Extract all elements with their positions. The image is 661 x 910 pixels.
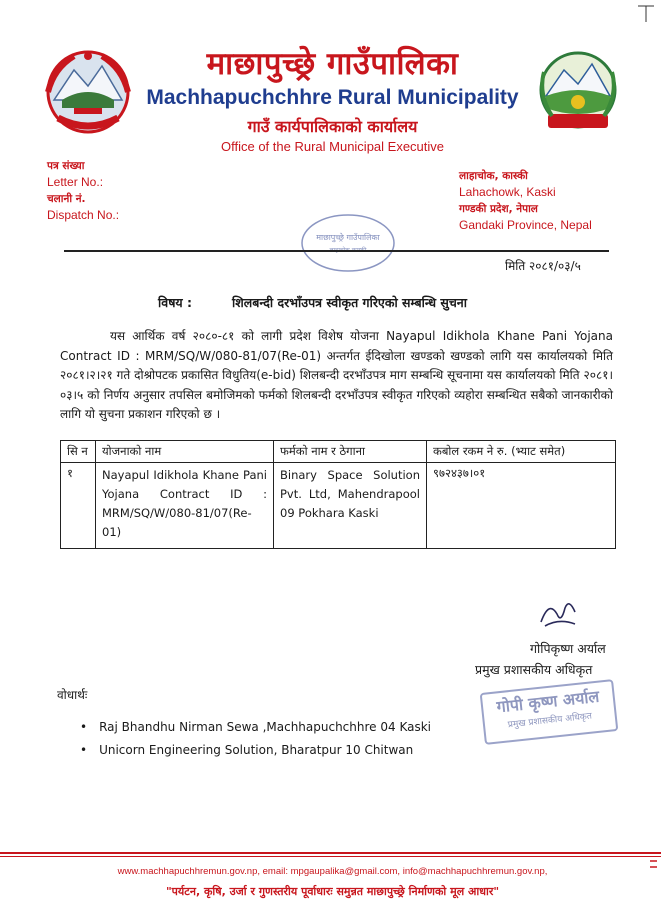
edge-mark xyxy=(648,855,658,875)
signature-scribble xyxy=(535,596,581,632)
signatory-title: प्रमुख प्रशासकीय अधिकृत xyxy=(475,662,593,677)
address-block xyxy=(459,167,592,233)
office-rubber-stamp xyxy=(298,212,398,274)
table-header-row xyxy=(61,441,616,463)
footer-divider-thick xyxy=(0,852,661,854)
address-line2-nepali: गण्डकी प्रदेश, नेपाल xyxy=(459,203,538,215)
signatory-name: गोपिकृष्ण अर्याल xyxy=(530,641,606,656)
table-row xyxy=(61,463,616,549)
subject-label: विषय : xyxy=(158,295,193,310)
office-title-nepali: गाउँ कार्यपालिकाको कार्यालय xyxy=(247,117,418,136)
header-project: योजनाको नाम xyxy=(96,441,274,463)
letter-no-english: Letter No.: xyxy=(47,175,104,189)
footer-contact: www.machhapuchhremun.gov.np, email: mpgaupalika@gmail.com, info@machhapuchhremun.gov.np, xyxy=(117,866,548,877)
address-line1-nepali: लाहाचोक, कास्की xyxy=(459,170,528,182)
address-line2-english: Gandaki Province, Nepal xyxy=(459,218,592,232)
letter-number-block xyxy=(47,157,119,223)
list-item: • Raj Bhandhu Nirman Sewa ,Machhapuchchhre 04 Kaski xyxy=(80,716,431,739)
header-firm: फर्मको नाम र ठेगाना xyxy=(274,441,427,463)
notice-body: यस आर्थिक वर्ष २०८०-८१ को लागी प्रदेश विशेष योजना Nayapul Idikhola Khane Pani Yojana Contract ID : MRM/SQ/W/080-81/07(Re-01) अन्तर्गत ईदिखोला खण्डको खण्डको लागि यस कार्यालयको मिति २०८१।२।२१ गते दोश्रोपटक प्रकासित विधुतिय(e-bid) शिलबन्दी दरभाँउपत्र माग सम्बन्धि सूचनामा यस कार्यालयको मिति २०८१।०३।५ को निर्णय अनुसार तपसिल बमोजिमको फर्मको शिलबन्दी दरभाँउपत्र स्वीकृत गरिएको व्यहोरा सम्बन्धित सबैको जानकारीको लागि यो सुचना प्रकाशन गरिएको छ । xyxy=(60,329,613,421)
nepal-emblem-logo xyxy=(44,48,132,138)
cell-serial: १ xyxy=(61,463,96,549)
cc-label: वोधार्थः xyxy=(57,688,88,702)
name-stamp xyxy=(480,679,619,745)
address-line1-english: Lahachowk, Kaski xyxy=(459,185,556,199)
header-serial: सि न xyxy=(61,441,96,463)
name-stamp-text: गोपी कृष्ण अर्याल xyxy=(495,686,601,717)
corner-crop-mark xyxy=(636,2,656,22)
letter-date: मिति २०८१/०३/५ xyxy=(505,259,581,273)
office-title-english: Office of the Rural Municipal Executive xyxy=(220,139,445,154)
subject-text: शिलबन्दी दरभाँउपत्र स्वीकृत गरिएको सम्बन्धि सुचना xyxy=(232,295,467,310)
cell-project: Nayapul Idikhola Khane Pani Yojana Contract ID : MRM/SQ/W/080-81/07(Re-01) xyxy=(96,463,274,549)
cc-list xyxy=(80,716,431,762)
cell-amount: ९७२४३७।०१ xyxy=(427,463,616,549)
letter-no-nepali: पत्र संख्या xyxy=(47,160,85,172)
footer-divider-thin xyxy=(0,856,661,857)
header-divider xyxy=(64,250,609,252)
header-amount: कबोल रकम ने रु. (भ्याट समेत) xyxy=(427,441,616,463)
name-stamp-subtext: प्रमुख प्रशासकीय अधिकृत xyxy=(507,711,593,731)
dispatch-no-english: Dispatch No.: xyxy=(47,208,120,222)
dispatch-no-nepali: चलानी नं. xyxy=(47,193,86,205)
list-item: • Unicorn Engineering Solution, Bharatpur 10 Chitwan xyxy=(80,739,431,762)
cell-firm: Binary Space Solution Pvt. Ltd, Mahendrapool 09 Pokhara Kaski xyxy=(274,463,427,549)
footer-slogan: "पर्यटन, कृषि, उर्जा र गुणस्तरीय पूर्वाधारः समुन्नत माछापुच्छ्रे निर्माणको मूल आधार" xyxy=(165,885,500,898)
municipality-logo xyxy=(538,50,618,138)
municipality-title-english: Machhapuchchhre Rural Municipality xyxy=(146,86,519,109)
svg-text:माछापुच्छ्रे गाउँपालिका: माछापुच्छ्रे गाउँपालिका xyxy=(316,233,380,242)
award-table xyxy=(60,440,616,549)
municipality-title-nepali: माछापुच्छ्रे गाउँपालिका xyxy=(206,46,459,82)
